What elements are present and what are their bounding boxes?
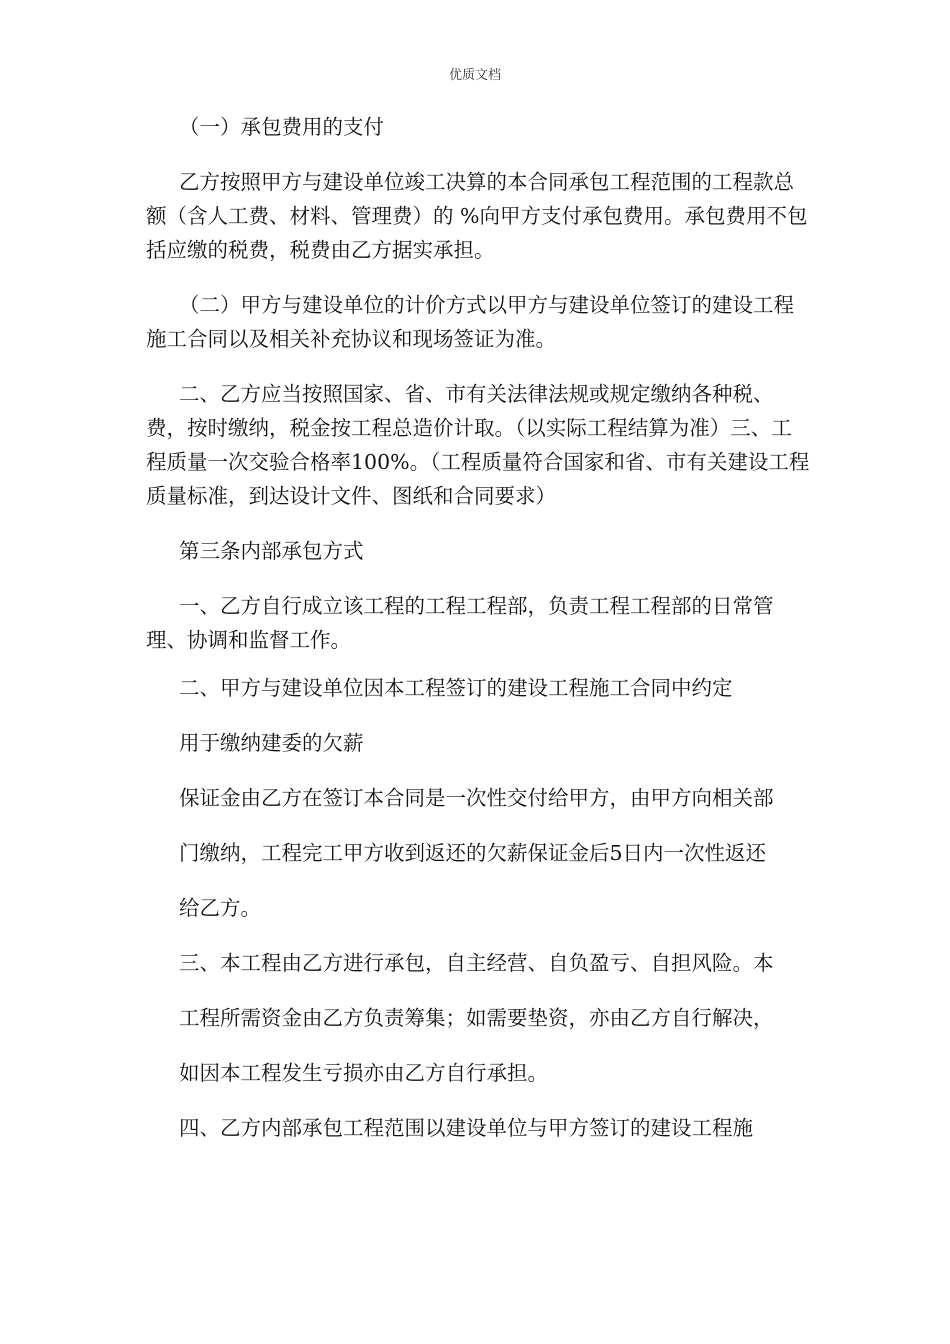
text-line: 二、甲方与建设单位因本工程签订的建设工程施工合同中约定 xyxy=(179,676,733,700)
document-body xyxy=(146,110,810,1156)
text-line: 四、乙方内部承包工程范围以建设单位与甲方签订的建设工程施 xyxy=(179,1116,753,1140)
text-line: 三、本工程由乙方进行承包，自主经营、自负盈亏、自担风险。本 xyxy=(179,951,774,975)
text-line: 如因本工程发生亏损亦由乙方自行承担。 xyxy=(179,1061,548,1085)
text-line: 用于缴纳建委的欠薪 xyxy=(179,731,364,755)
page-header: 优质文档 xyxy=(448,68,501,83)
paragraph-payment-terms: 乙方按照甲方与建设单位竣工决算的本合同承包工程范围的工程款总额（含人工费、材料、管理费）的 %向甲方支付承包费用。承包费用不包括应缴的税费，税费由乙方据实承担。 xyxy=(146,170,808,262)
spaced-lines-block xyxy=(146,661,810,1156)
paragraph-taxes-quality: 二、乙方应当按照国家、省、市有关法律法规或规定缴纳各种税、费，按时缴纳，税金按工程总造价计取。（以实际工程结算为准）三、工程质量一次交验合格率100%。（工程质量符合国家和省、市有关建设工程质量标准，到达设计文件、图纸和合同要求） xyxy=(146,382,810,508)
paragraph-pricing-method: （二）甲方与建设单位的计价方式以甲方与建设单位签订的建设工程施工合同以及相关补充协议和现场签证为准。 xyxy=(146,293,794,351)
article-three-heading: 第三条内部承包方式 xyxy=(179,539,364,563)
text-line: 给乙方。 xyxy=(179,896,261,920)
text-line: 门缴纳，工程完工甲方收到返还的欠薪保证金后5日内一次性返还 xyxy=(179,841,767,865)
text-line: 工程所需资金由乙方负责筹集；如需要垫资，亦由乙方自行解决， xyxy=(179,1006,774,1030)
text-line: 保证金由乙方在签订本合同是一次性交付给甲方，由甲方向相关部 xyxy=(179,786,774,810)
section-heading-payment: （一）承包费用的支付 xyxy=(179,115,384,139)
paragraph-project-department: 一、乙方自行成立该工程的工程工程部，负责工程工程部的日常管理、协调和监督工作。 xyxy=(146,594,774,652)
